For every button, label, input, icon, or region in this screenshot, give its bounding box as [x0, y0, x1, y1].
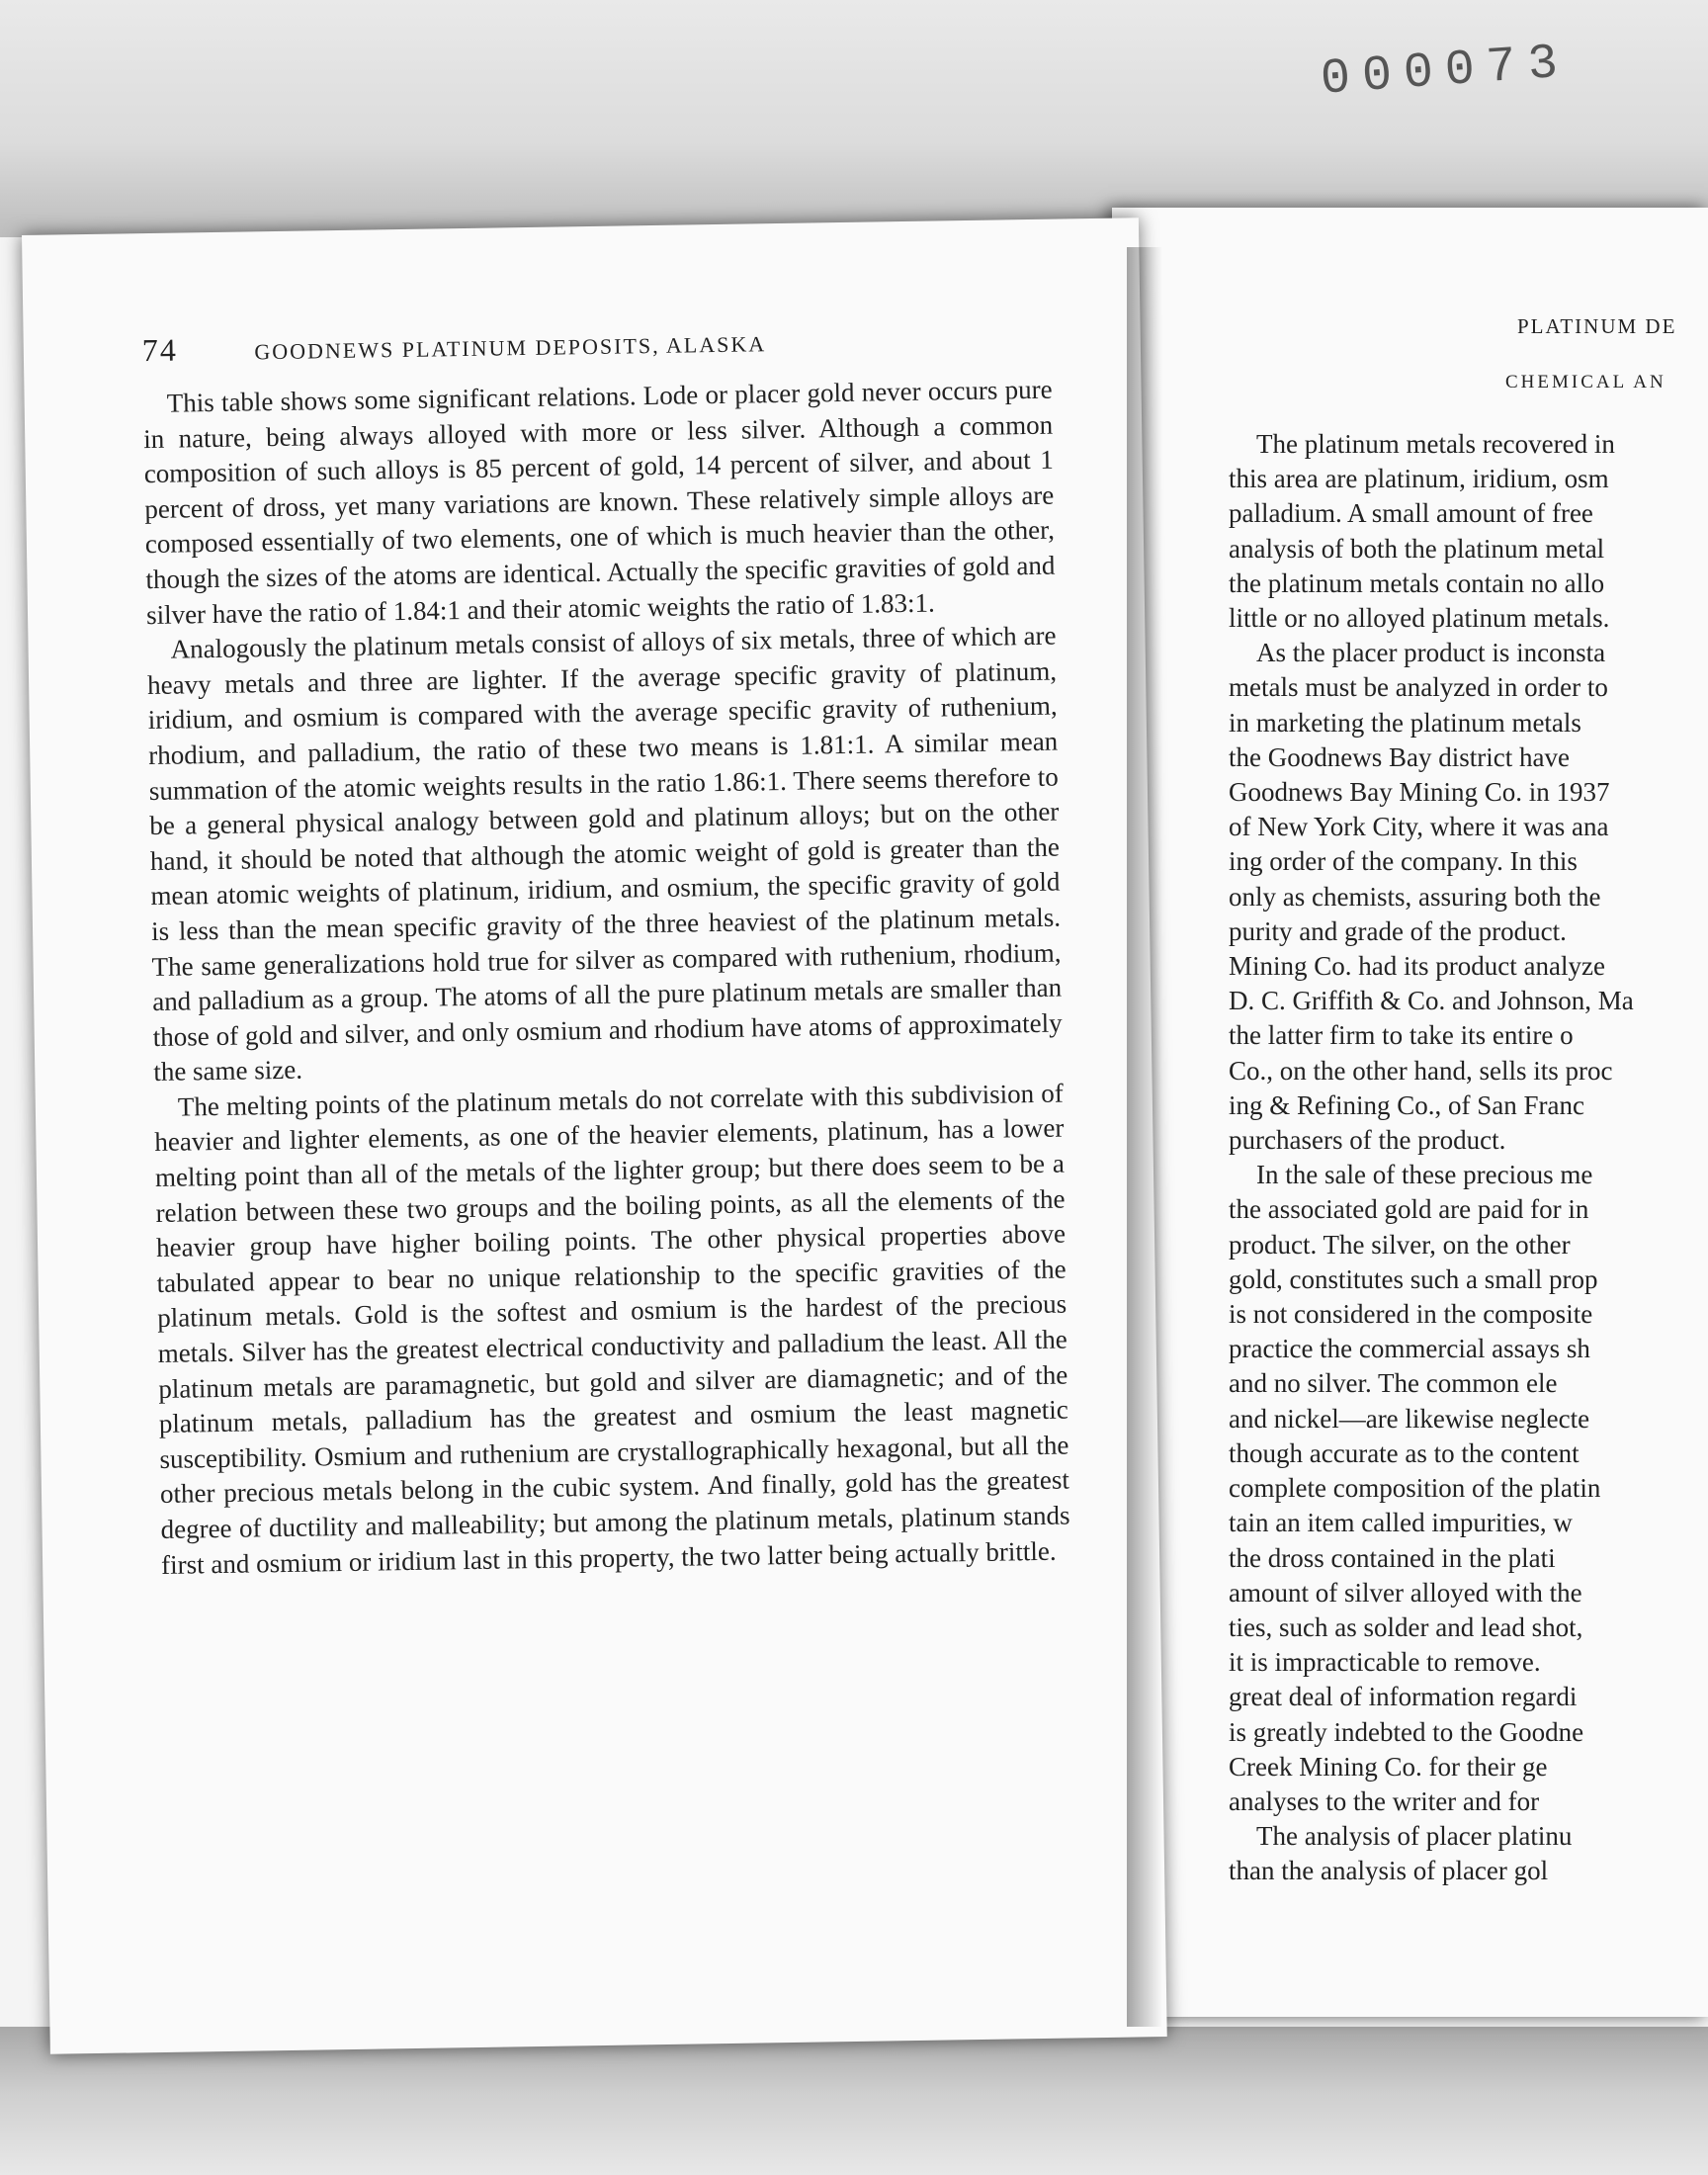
text-line: purchasers of the product. — [1229, 1125, 1506, 1156]
text-line: Mining Co. had its product analyze — [1229, 951, 1605, 982]
scan-top-shadow — [0, 0, 1708, 237]
text-line: practice the commercial assays sh — [1229, 1334, 1590, 1364]
text-line: the associated gold are paid for in — [1229, 1194, 1589, 1225]
text-line: ing & Refining Co., of San Franc — [1229, 1089, 1584, 1120]
text-line: in marketing the platinum metals — [1229, 707, 1581, 738]
text-line: The platinum metals recovered in — [1256, 429, 1615, 459]
text-line: little or no alloyed platinum metals. — [1229, 603, 1610, 634]
text-line: Goodnews Bay Mining Co. in 1937 — [1229, 777, 1610, 808]
text-line: of New York City, where it was ana — [1229, 812, 1609, 842]
paragraph: Analogously the platinum metals consist of alloys of six metals, three of which are heavy metals and three are lighter. If the average specific gravity of platinum, iridium, and osmium is compared with the average specific gravity of ruthenium, rhodium, and palladium, the ratio of these two means is 1.81:1. A similar mean summation of the atomic weights results in the ratio 1.86:1. There seems therefore to be a general physical analogy between gold and platinum alloys; but on the other hand, it should be noted that although the atomic weight of gold is greater than the mean atomic weights of platinum, iridium, and osmium, the specific gravity of gold is less than the mean specific gravity of the three heaviest of the platinum metals. The same generalizations hold true for silver as compared with ruthenium, rhodium, and palladium as a group. The atoms of all the pure platinum metals are smaller than those of gold and silver, and only osmium and rhodium have atoms of approximately the same size. — [146, 620, 1063, 1088]
text-line: amount of silver alloyed with the — [1229, 1577, 1582, 1608]
text-line: As the placer product is inconsta — [1256, 638, 1606, 668]
text-line: gold, constitutes such a small prop — [1229, 1263, 1598, 1294]
text-line: palladium. A small amount of free — [1229, 498, 1593, 529]
text-line: this area are platinum, iridium, osm — [1229, 464, 1609, 494]
right-page-body — [1229, 427, 1708, 1889]
right-page — [1112, 208, 1708, 2017]
right-section-heading: CHEMICAL AN — [1505, 372, 1666, 392]
text-line: the Goodnews Bay district have — [1229, 741, 1570, 772]
text-line: than the analysis of placer gol — [1229, 1856, 1549, 1886]
text-line: ing order of the company. In this — [1229, 846, 1578, 877]
page-number: 74 — [141, 331, 179, 369]
text-line: though accurate as to the content — [1229, 1437, 1580, 1468]
text-line: and no silver. The common ele — [1229, 1368, 1558, 1399]
text-line: The analysis of placer platinu — [1256, 1821, 1573, 1852]
text-line: is greatly indebted to the Goodne — [1229, 1716, 1584, 1747]
text-line: and nickel—are likewise neglecte — [1229, 1403, 1590, 1434]
left-page-body — [142, 373, 1070, 1583]
text-line: tain an item called impurities, w — [1229, 1508, 1573, 1538]
paragraph: This table shows some significant relations. Lode or placer gold never occurs pure in nature, being always alloyed with more or less silver. Although a common composition of such alloys is 85 percent of gold, 14 percent of silver, and about 1 percent of dross, yet many variations are known. These relatively simple alloys are composed essentially of two elements, one of which is much heavier than the other, though the sizes of the atoms are identical. Actually the specific gravities of gold and silver have the ratio of 1.84:1 and their atomic weights the ratio of 1.83:1. — [143, 374, 1056, 630]
text-line: the dross contained in the plati — [1229, 1542, 1556, 1573]
text-line: analysis of both the platinum metal — [1229, 533, 1605, 564]
running-head: GOODNEWS PLATINUM DEPOSITS, ALASKA — [254, 331, 767, 365]
text-line: metals must be analyzed in order to — [1229, 672, 1608, 703]
right-running-head: PLATINUM DE — [1517, 314, 1677, 338]
text-line: Co., on the other hand, sells its proc — [1229, 1055, 1613, 1086]
text-line: complete composition of the platin — [1229, 1473, 1601, 1504]
text-line: only as chemists, assuring both the — [1229, 881, 1601, 912]
text-line: ties, such as solder and lead shot, — [1229, 1611, 1583, 1642]
text-line: it is impracticable to remove. — [1229, 1647, 1541, 1678]
text-line: the latter firm to take its entire o — [1229, 1020, 1574, 1051]
text-line: Creek Mining Co. for their ge — [1229, 1751, 1548, 1782]
text-line: purity and grade of the product. — [1229, 915, 1567, 946]
left-running-head-row — [142, 320, 894, 369]
text-line: analyses to the writer and for — [1229, 1785, 1540, 1816]
paragraph: The melting points of the platinum metals do not correlate with this subdivision of heavier and lighter elements, as one of the heavier elements, platinum, has a lower melting point than all of the metals of the lighter group; but there does seem to be a relation between these two groups and the boiling points, as all the elements of the heavier group have higher boiling points. The other physical properties above tabulated appear to bear no unique relationship to the specific gravities of the platinum metals. Gold is the softest and osmium is the hardest of the precious metals. Silver has the greatest electrical conductivity and palladium the least. All the platinum metals are paramagnetic, but gold and silver are diamagnetic; and of the platinum metals, palladium has the greatest and osmium the least magnetic susceptibility. Osmium and ruthenium are crystallographically hexagonal, but all the other precious metals belong in the cubic system. And finally, gold has the greatest degree of ductility and malleability; but among the platinum metals, platinum stands first and osmium or iridium last in this property, the two latter being actually brittle. — [154, 1078, 1070, 1580]
text-line: product. The silver, on the other — [1229, 1229, 1571, 1260]
text-line: In the sale of these precious me — [1256, 1160, 1593, 1190]
text-line: great deal of information regardi — [1229, 1682, 1578, 1712]
text-line: is not considered in the composite — [1229, 1299, 1593, 1330]
text-line: the platinum metals contain no allo — [1229, 567, 1605, 598]
page-stamp: 000073 — [1319, 35, 1572, 109]
left-page — [22, 218, 1167, 2054]
text-line: D. C. Griffith & Co. and Johnson, Ma — [1229, 986, 1634, 1016]
